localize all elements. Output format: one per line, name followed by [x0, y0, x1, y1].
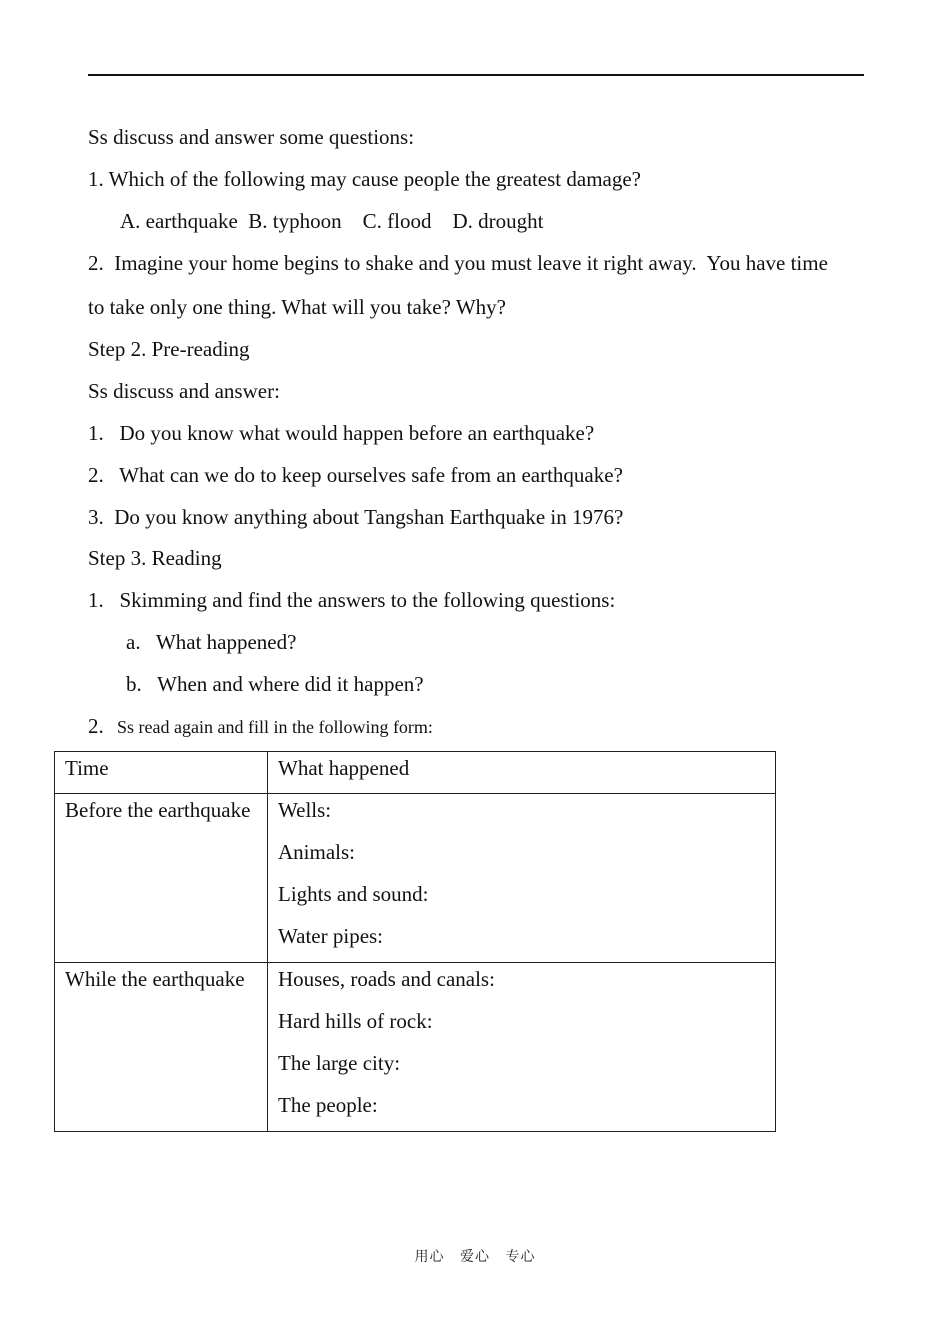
earthquake-form-table: [54, 751, 776, 1132]
step-3-subquestion: a. What happened?: [126, 630, 297, 654]
intro-text: Ss discuss and answer some questions:: [88, 125, 415, 149]
step-2-question: 3. Do you know anything about Tangshan Earthquake in 1976?: [88, 505, 624, 529]
step-2-question: 1. Do you know what would happen before an earthquake?: [88, 421, 595, 445]
form-item: Water pipes:: [278, 924, 384, 948]
time-label: Before the earthquake: [65, 798, 251, 822]
form-item: Animals:: [278, 840, 355, 864]
table-header-cell: [55, 752, 268, 794]
page-footer: [0, 1246, 950, 1266]
footer-word: 用心: [414, 1249, 445, 1265]
header-rule: [88, 74, 864, 76]
table-header-cell: [268, 752, 776, 794]
time-label: While the earthquake: [65, 967, 245, 991]
question-1: 1. Which of the following may cause people the greatest damage?: [88, 167, 641, 191]
form-item: Houses, roads and canals:: [278, 967, 495, 991]
table-header-row: [55, 752, 776, 794]
step-2-intro: Ss discuss and answer:: [88, 379, 280, 403]
form-item: The people:: [278, 1093, 378, 1117]
form-item: Lights and sound:: [278, 882, 429, 906]
step-3-task-2-number: 2.: [88, 714, 104, 738]
form-item: Hard hills of rock:: [278, 1009, 433, 1033]
form-item: The large city:: [278, 1051, 401, 1075]
step-3-subquestion: b. When and where did it happen?: [126, 672, 424, 696]
form-item: Wells:: [278, 798, 332, 822]
step-3-task-2: [88, 714, 433, 739]
happened-cell: [268, 963, 776, 1132]
happened-cell: [268, 794, 776, 963]
footer-word: 爱心: [460, 1249, 490, 1265]
time-cell: [55, 963, 268, 1132]
header-time: Time: [65, 756, 109, 780]
header-what-happened: What happened: [278, 756, 410, 780]
step-2-question: 2. What can we do to keep ourselves safe from an earthquake?: [88, 463, 623, 487]
footer-word: 专心: [505, 1249, 536, 1265]
step-2-title: Step 2. Pre-reading: [88, 337, 250, 361]
question-2-line-1: 2. Imagine your home begins to shake and you must leave it right away. You have time: [88, 251, 828, 275]
time-cell: [55, 794, 268, 963]
question-2-line-2: to take only one thing. What will you take? Why?: [88, 295, 506, 319]
step-3-title: Step 3. Reading: [88, 546, 222, 570]
step-3-task-1: 1. Skimming and find the answers to the following questions:: [88, 588, 616, 612]
step-3-task-2-text: Ss read again and fill in the following form:: [117, 717, 433, 737]
question-1-options: A. earthquake B. typhoon C. flood D. drought: [120, 209, 544, 233]
table-row: [55, 794, 776, 963]
table-row: [55, 963, 776, 1132]
